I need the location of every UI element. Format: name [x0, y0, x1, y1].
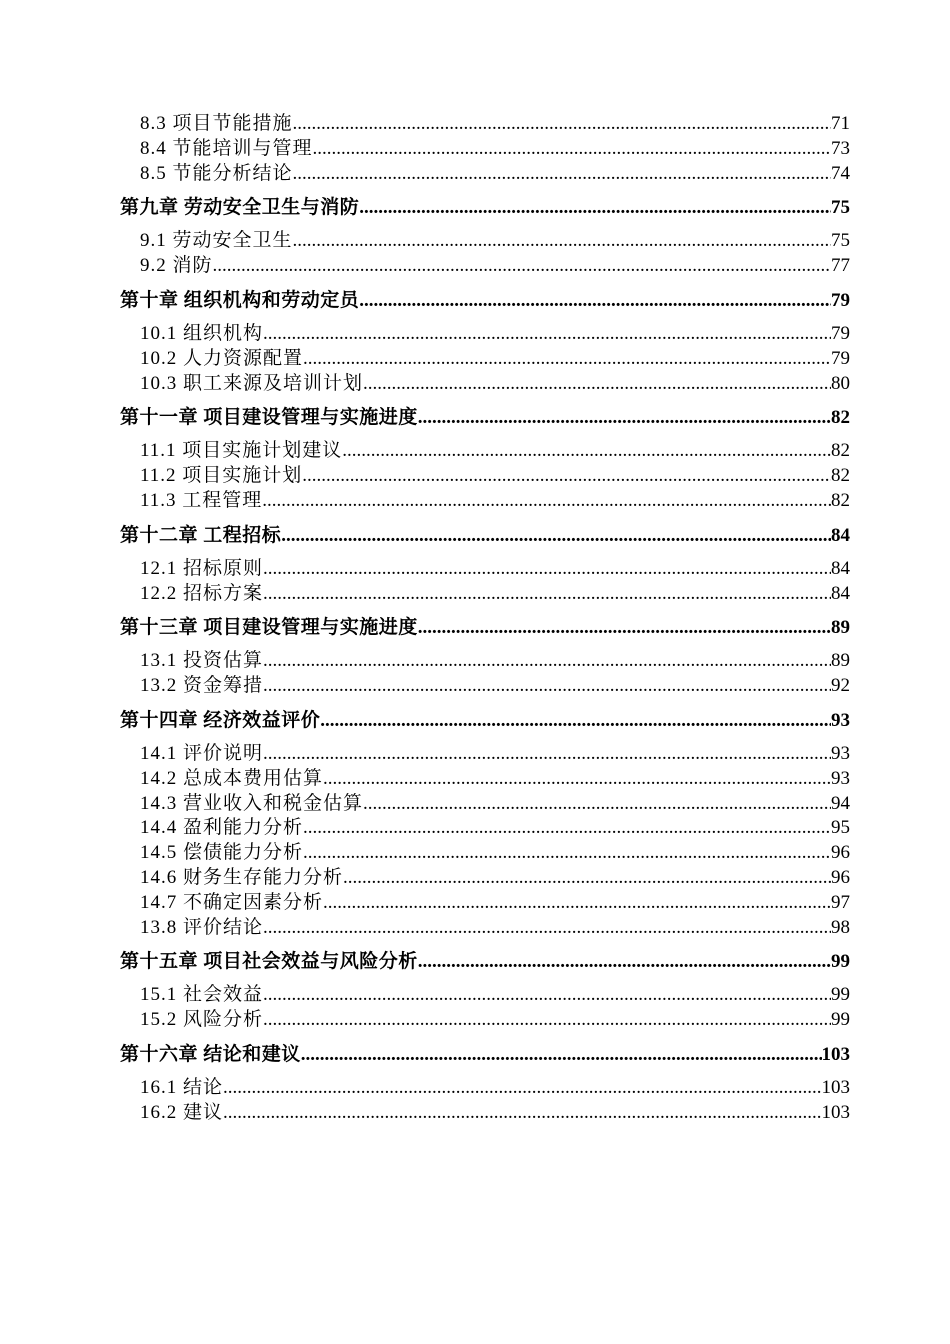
toc-entry-label: 12.2 招标方案	[140, 582, 264, 604]
toc-entry-label: 14.1 评价说明	[140, 742, 264, 764]
toc-section-entry[interactable]	[120, 792, 850, 817]
toc-dot-leader	[293, 112, 831, 137]
toc-entry-label: 14.5 偿债能力分析	[140, 842, 304, 864]
toc-section-entry[interactable]	[120, 439, 850, 464]
toc-dot-leader	[263, 582, 831, 607]
toc-dot-leader	[262, 489, 831, 514]
toc-page-number: 97	[831, 891, 850, 913]
toc-entry-label: 8.4 节能培训与管理	[140, 137, 313, 159]
toc-page-number: 93	[831, 767, 850, 789]
toc-entry-label: 第十六章 结论和建议	[120, 1043, 301, 1065]
toc-dot-leader	[263, 1008, 831, 1033]
toc-entry-label: 13.2 资金筹措	[140, 675, 264, 697]
toc-section-entry[interactable]	[120, 1076, 850, 1101]
toc-section-entry[interactable]	[120, 674, 850, 699]
toc-entry-label: 8.5 节能分析结论	[140, 162, 293, 184]
toc-entry-label: 14.3 营业收入和税金估算	[140, 792, 364, 814]
toc-entry-label: 8.3 项目节能措施	[140, 113, 293, 134]
toc-page-number: 92	[831, 675, 850, 697]
toc-entry-label: 14.4 盈利能力分析	[140, 817, 304, 839]
toc-chapter-entry[interactable]	[120, 611, 850, 645]
toc-chapter-entry[interactable]	[120, 191, 850, 225]
toc-section-entry[interactable]	[120, 866, 850, 891]
toc-entry-label: 13.1 投资估算	[140, 650, 264, 672]
toc-section-entry[interactable]	[120, 983, 850, 1008]
toc-page-number: 103	[821, 1043, 850, 1065]
toc-page-number: 89	[831, 617, 850, 639]
toc-page-number: 94	[831, 792, 850, 814]
toc-page-number: 96	[831, 842, 850, 864]
toc-section-entry[interactable]	[120, 1101, 850, 1126]
toc-entry-label: 第十二章 工程招标	[120, 524, 282, 546]
toc-page-number: 77	[831, 255, 850, 277]
toc-section-entry[interactable]	[120, 582, 850, 607]
toc-page-number: 82	[831, 440, 850, 462]
toc-dot-leader	[303, 816, 831, 841]
toc-entry-label: 9.1 劳动安全卫生	[140, 230, 293, 252]
toc-chapter-entry[interactable]	[120, 284, 850, 318]
toc-dot-leader	[343, 866, 831, 891]
toc-page-number: 75	[831, 230, 850, 252]
toc-dot-leader	[223, 1076, 821, 1101]
toc-page-number: 95	[831, 817, 850, 839]
toc-chapter-entry[interactable]	[120, 519, 850, 553]
toc-section-entry[interactable]	[120, 816, 850, 841]
toc-entry-label: 10.3 职工来源及培训计划	[140, 372, 364, 394]
toc-dot-leader	[263, 742, 831, 767]
toc-page-number: 103	[821, 1101, 850, 1123]
toc-dot-leader	[263, 983, 831, 1008]
toc-section-entry[interactable]	[120, 916, 850, 941]
toc-dot-leader	[301, 1038, 822, 1072]
toc-page-number: 98	[831, 916, 850, 938]
toc-entry-label: 16.1 结论	[140, 1076, 224, 1098]
toc-entry-label: 14.7 不确定因素分析	[140, 891, 324, 913]
toc-page-number: 80	[831, 372, 850, 394]
toc-section-entry[interactable]	[120, 372, 850, 397]
toc-dot-leader	[293, 229, 831, 254]
toc-dot-leader	[303, 841, 831, 866]
toc-page-number: 99	[831, 984, 850, 1006]
toc-page-number: 73	[831, 137, 850, 159]
toc-section-entry[interactable]	[120, 841, 850, 866]
toc-entry-label: 10.1 组织机构	[140, 322, 264, 344]
toc-dot-leader	[213, 254, 831, 279]
toc-entry-label: 第十一章 项目建设管理与实施进度	[120, 407, 418, 429]
toc-dot-leader	[363, 792, 831, 817]
toc-page-number: 79	[831, 347, 850, 369]
toc-page-number: 103	[821, 1076, 850, 1098]
toc-entry-label: 14.6 财务生存能力分析	[140, 866, 344, 888]
toc-chapter-entry[interactable]	[120, 704, 850, 738]
toc-section-entry[interactable]	[120, 229, 850, 254]
toc-entry-label: 15.1 社会效益	[140, 984, 264, 1006]
toc-entry-label: 16.2 建议	[140, 1101, 224, 1123]
toc-page-number: 99	[831, 951, 850, 973]
toc-dot-leader	[263, 322, 831, 347]
toc-dot-leader	[363, 372, 831, 397]
toc-section-entry[interactable]	[120, 557, 850, 582]
toc-entry-label: 第十五章 项目社会效益与风险分析	[120, 951, 418, 973]
toc-dot-leader	[323, 767, 831, 792]
toc-page-number: 89	[831, 650, 850, 672]
toc-section-entry[interactable]	[120, 137, 850, 162]
toc-section-entry[interactable]	[120, 112, 850, 137]
toc-dot-leader	[263, 916, 831, 941]
toc-page-number: 79	[831, 289, 850, 311]
toc-section-entry[interactable]	[120, 767, 850, 792]
toc-entry-label: 11.3 工程管理	[140, 489, 263, 511]
toc-page-number: 79	[831, 322, 850, 344]
toc-entry-label: 15.2 风险分析	[140, 1009, 264, 1031]
toc-dot-leader	[323, 891, 831, 916]
toc-dot-leader	[303, 347, 831, 372]
toc-dot-leader	[313, 137, 831, 162]
toc-page-number: 75	[831, 197, 850, 219]
toc-page-number: 74	[831, 162, 850, 184]
toc-section-entry[interactable]	[120, 489, 850, 514]
toc-dot-leader	[418, 945, 831, 979]
toc-section-entry[interactable]	[120, 742, 850, 767]
toc-entry-label: 11.1 项目实施计划建议	[140, 440, 343, 462]
toc-page-number: 96	[831, 866, 850, 888]
toc-section-entry[interactable]	[120, 464, 850, 489]
toc-page-number: 82	[831, 407, 850, 429]
toc-section-entry[interactable]	[120, 322, 850, 347]
toc-section-entry[interactable]	[120, 1008, 850, 1033]
toc-dot-leader	[281, 519, 831, 553]
toc-section-entry[interactable]	[120, 162, 850, 187]
toc-page-number: 82	[831, 489, 850, 511]
toc-entry-label: 14.2 总成本费用估算	[140, 767, 324, 789]
toc-chapter-entry[interactable]	[120, 401, 850, 435]
toc-entry-label: 第十三章 项目建设管理与实施进度	[120, 617, 418, 639]
toc-page-number: 99	[831, 1009, 850, 1031]
toc-dot-leader	[223, 1101, 821, 1126]
toc-dot-leader	[359, 284, 831, 318]
table-of-contents	[120, 112, 850, 1126]
toc-page-number: 84	[831, 582, 850, 604]
toc-dot-leader	[263, 649, 831, 674]
toc-dot-leader	[293, 162, 831, 187]
toc-entry-label: 第十四章 经济效益评价	[120, 709, 321, 731]
toc-entry-label: 12.1 招标原则	[140, 557, 264, 579]
toc-dot-leader	[418, 401, 831, 435]
toc-section-entry[interactable]	[120, 254, 850, 279]
toc-section-entry[interactable]	[120, 347, 850, 372]
toc-dot-leader	[359, 191, 831, 225]
toc-page-number: 84	[831, 557, 850, 579]
toc-page-number: 93	[831, 709, 850, 731]
toc-dot-leader	[302, 464, 831, 489]
toc-section-entry[interactable]	[120, 891, 850, 916]
toc-entry-label: 第九章 劳动安全卫生与消防	[120, 197, 360, 219]
toc-dot-leader	[418, 611, 831, 645]
toc-dot-leader	[263, 557, 831, 582]
toc-dot-leader	[320, 704, 831, 738]
toc-entry-label: 10.2 人力资源配置	[140, 347, 304, 369]
toc-dot-leader	[342, 439, 831, 464]
toc-chapter-entry[interactable]	[120, 1038, 850, 1072]
toc-chapter-entry[interactable]	[120, 945, 850, 979]
toc-page-number: 82	[831, 465, 850, 487]
toc-page-number: 93	[831, 742, 850, 764]
toc-entry-label: 11.2 项目实施计划	[140, 465, 303, 487]
toc-page-number: 84	[831, 524, 850, 546]
toc-page-number: 71	[831, 113, 850, 134]
toc-dot-leader	[263, 674, 831, 699]
toc-entry-label: 9.2 消防	[140, 255, 213, 277]
toc-section-entry[interactable]	[120, 649, 850, 674]
toc-entry-label: 13.8 评价结论	[140, 916, 264, 938]
toc-entry-label: 第十章 组织机构和劳动定员	[120, 289, 360, 311]
